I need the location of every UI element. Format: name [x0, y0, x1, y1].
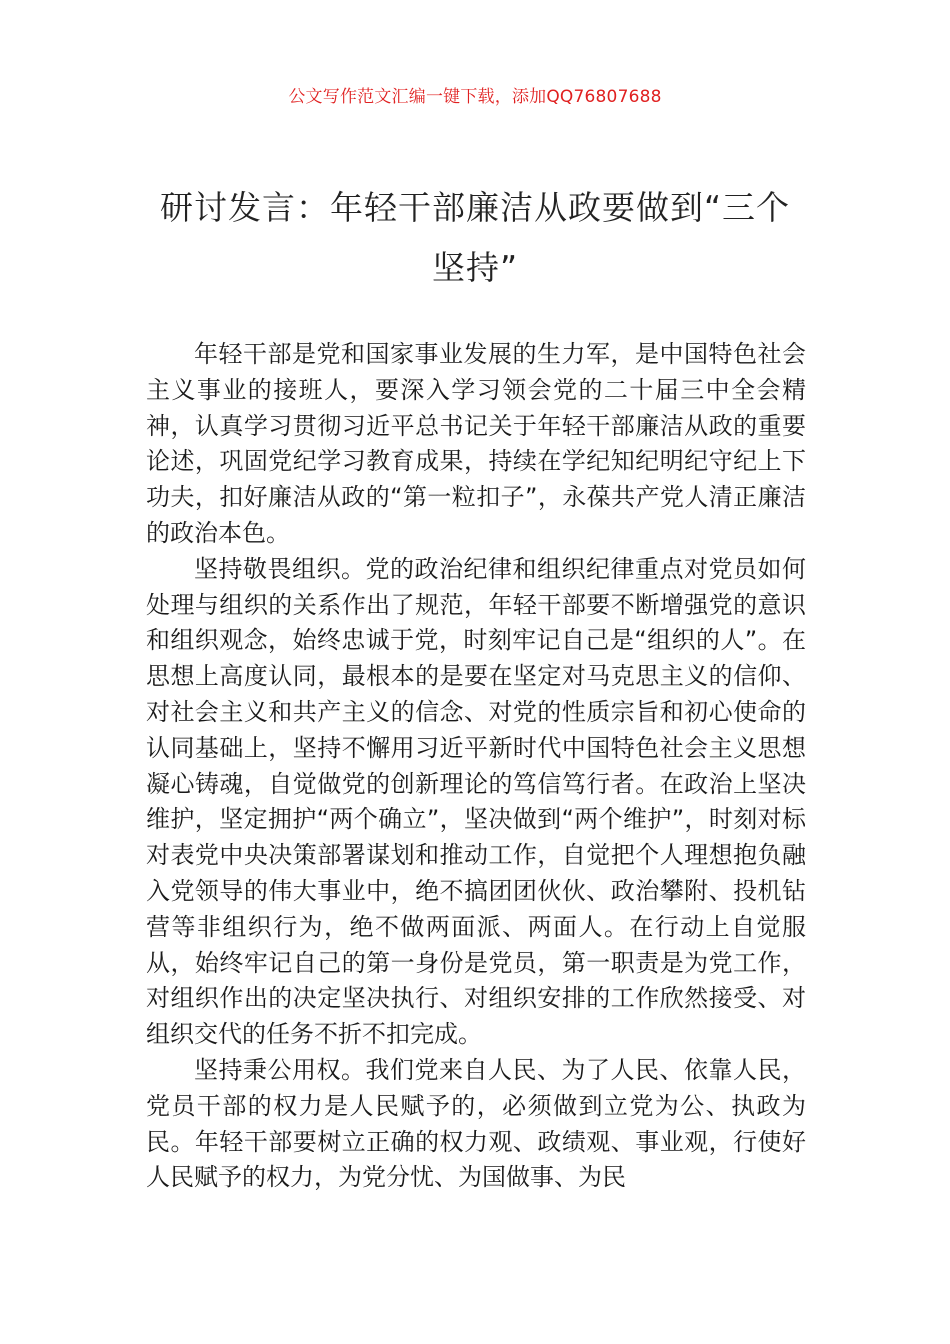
paragraph-intro: 年轻干部是党和国家事业发展的生力军，是中国特色社会主义事业的接班人，要深入学习领会党的二十届三中全会精神，认真学习贯彻习近平总书记关于年轻干部廉洁从政的重要论述，巩固党纪学习教育成果，持续在学纪知纪明纪守纪上下功夫，扣好廉洁从政的“第一粒扣子”，永葆共产党人清正廉洁的政治本色。 — [146, 340, 806, 547]
paragraph-respect-organization: 坚持敬畏组织。党的政治纪律和组织纪律重点对党员如何处理与组织的关系作出了规范，年轻干部要不断增强党的意识和组织观念，始终忠诚于党，时刻牢记自己是“组织的人”。在思想上高度认同，最根本的是要在坚定对马克思主义的信仰、对社会主义和共产主义的信念、对党的性质宗旨和初心使命的认同基础上，坚持不懈用习近平新时代中国特色社会主义思想凝心铸魂，自觉做党的创新理论的笃信笃行者。在政治上坚决维护，坚定拥护“两个确立”，坚决做到“两个维护”，时刻对标对表党中央决策部署谋划和推动工作，自觉把个人理想抱负融入党领导的伟大事业中，绝不搞团团伙伙、政治攀附、投机钻营等非组织行为，绝不做两面派、两面人。在行动上自觉服从，始终牢记自己的第一身份是党员，第一职责是为党工作，对组织作出的决定坚决执行、对组织安排的工作欣然接受、对组织交代的任务不折不扣完成。 — [146, 554, 806, 1049]
download-notice: 公文写作范文汇编一键下载，添加QQ76807688 — [288, 87, 662, 107]
document-body — [146, 337, 806, 1196]
paragraph-use-power-fairly: 坚持秉公用权。我们党来自人民、为了人民、依靠人民，党员干部的权力是人民赋予的，必须做到立党为公、执政为民。年轻干部要树立正确的权力观、政绩观、事业观，行使好人民赋予的权力，为党分忧、为国做事、为民 — [146, 1055, 806, 1192]
document-title: 研讨发言：年轻干部廉洁从政要做到“三个坚持” — [159, 188, 791, 287]
